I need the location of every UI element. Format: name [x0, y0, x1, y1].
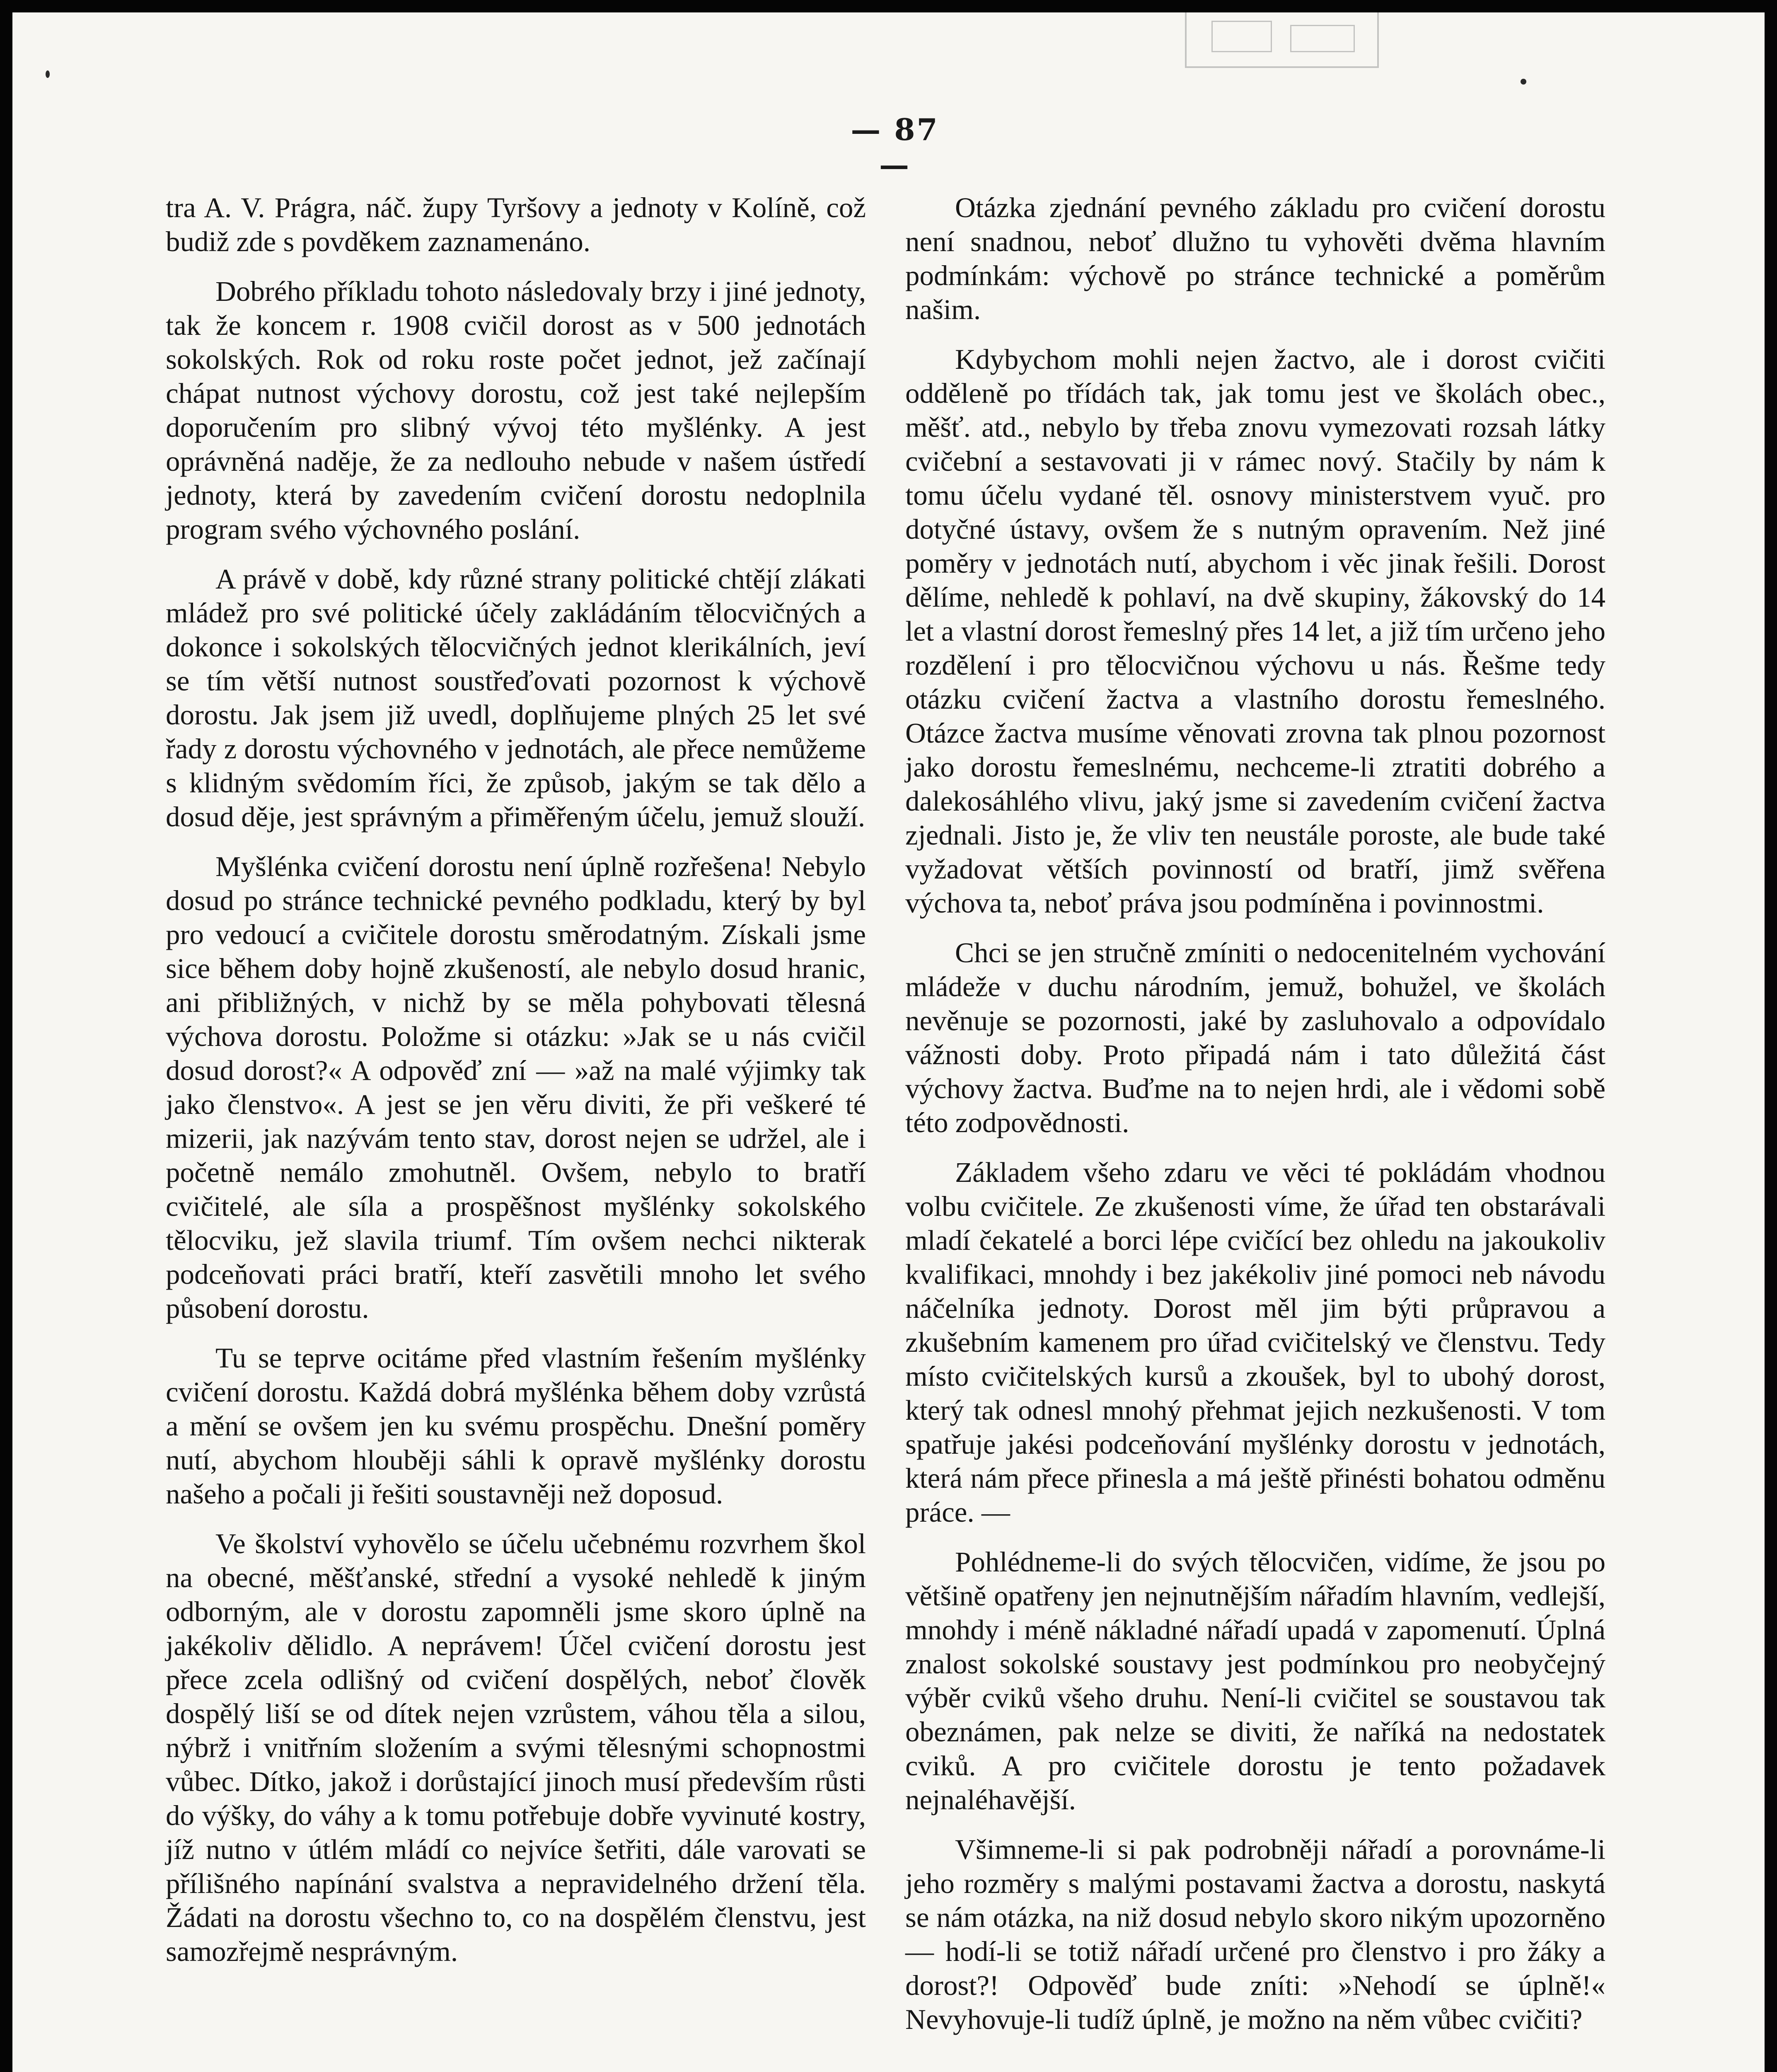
- paragraph: Všimneme-li si pak podrobněji nářadí a porovnáme-li jeho rozměry s malými postavami žactva a dorostu, naskytá se nám otázka, na niž dosud nebylo skoro nikým upozorněno — hodí-li se totiž nářadí určené pro členstvo i pro žáky a dorost?! Odpověď bude zníti: »Nehodí se úplně!« Nevyhovuje-li tudíž úplně, je možno na něm vůbec cvičiti?: [905, 1834, 1605, 2035]
- paragraph: Myšlénka cvičení dorostu není úplně rozřešena! Nebylo dosud po stránce technické pevného podkladu, který by byl pro vedoucí a cvičitele dorostu směrodatným. Získali jsme sice během doby hojně zkušeností, ale nebylo dosud hranic, ani přibližných, v nichž by se měla pohybovati tělesná výchova dorostu. Položme si otázku: »Jak se u nás cvičil dosud dorost?« A odpověď zní — »až na malé výjimky tak jako členstvo«. A jest se jen věru diviti, že při veškeré té mizerii, jak nazývám tento stav, dorost nejen se udržel, ale i početně nemálo zmohutněl. Ovšem, nebylo to bratří cvičitelé, ale síla a prospěšnost myšlénky sokolského tělocviku, jež slavila triumf. Tím ovšem nechci nikterak podceňovati práci bratří, kteří zasvětili mnoho let svého působení dorostu.: [166, 851, 866, 1324]
- page-number: — 87 —: [851, 112, 939, 182]
- paragraph: A právě v době, kdy různé strany politické chtějí zlákati mládež pro své politické účely zakládáním tělocvičných a dokonce i sokolských tělocvičných jednot klerikálních, jeví se tím větší nutnost soustřeďovati pozornost k výchově dorostu. Jak jsem již uvedl, doplňujeme plných 25 let své řady z dorostu výchovného v jednotách, ale přece nemůžeme s klidným svědomím říci, že způsob, jakým se tak dělo a dosud děje, jest správným a přiměřeným účelu, jemuž slouží.: [166, 563, 866, 833]
- paragraph: Kdybychom mohli nejen žactvo, ale i dorost cvičiti odděleně po třídách tak, jak tomu jest ve školách obec., měšť. atd., nebylo by třeba znovu vymezovati rozsah látky cvičební a sestavovati ji v rámec nový. Stačily by nám k tomu účelu vydané těl. osnovy ministerstvem vyuč. pro dotyčné ústavy, ovšem že s nutným opravením. Než jiné poměry v jednotách nutí, abychom i věc jinak řešili. Dorost dělíme, nehledě k pohlaví, na dvě skupiny, žákovský do 14 let a vlastní dorost řemeslný přes 14 let, a již tím určeno jeho rozdělení i pro tělocvičnou výchovu u nás. Řešme tedy otázku cvičení žactva a vlastního dorostu řemeslného. Otázce žactva musíme věnovati zrovna tak plnou pozornost jako dorostu řemeslnému, nechceme-li ztratiti dobrého a dalekosáhlého vlivu, jaký jsme si zavedením cvičení žactva zjednali. Jisto je, že vliv ten neustále poroste, ale bude také vyžadovat větších povinností od bratří, jimž svěřena výchova ta, neboť práva jsou podmíněna i povinnostmi.: [905, 344, 1605, 919]
- paragraph: Ve školství vyhovělo se účelu učebnému rozvrhem škol na obecné, měšťanské, střední a vysoké nehledě k jiným odborným, ale v dorostu zapomněli jsme skoro úplně na jakékoliv dělidlo. A neprávem! Účel cvičení dorostu jest přece zcela odlišný od cvičení dospělých, neboť člověk dospělý liší se od dítek nejen vzrůstem, váhou těla a silou, nýbrž i vnitřním složením a svými tělesnými schopnostmi vůbec. Dítko, jakož i dorůstající jinoch musí především růsti do výšky, do váhy a k tomu potřebuje dobře vyvinuté kostry, jíž nutno v útlém mládí co nejvíce šetřiti, dále varovati se přílišného napínání svalstva a nepravidelného držení těla. Žádati na dorostu všechno to, co na dospělém členstvu, jest samozřejmě nesprávným.: [166, 1528, 866, 1967]
- paragraph: Pohlédneme-li do svých tělocvičen, vidíme, že jsou po většině opatřeny jen nejnutnějším nářadím hlavním, vedlejší, mnohdy i méně nákladné nářadí upadá v zapomenutí. Úplná znalost sokolské soustavy jest podmínkou pro neobyčejný výběr cviků všeho druhu. Není-li cvičitel se soustavou tak obeznámen, pak nelze se diviti, že naříká na nedostatek cviků. A pro cvičitele dorostu je tento požadavek nejnaléhavější.: [905, 1546, 1605, 1815]
- scan-border-right: [1765, 0, 1777, 2072]
- scan-border-top: [0, 0, 1777, 12]
- paragraph: tra A. V. Prágra, náč. župy Tyršovy a jednoty v Kolíně, což budiž zde s povděkem zaznamenáno.: [166, 192, 866, 257]
- library-stamp-mark: [1185, 12, 1379, 68]
- scan-speck: [46, 70, 50, 78]
- paragraph: Otázka zjednání pevného základu pro cvičení dorostu není snadnou, neboť dlužno tu vyhověti dvěma hlavním podmínkám: výchově po stránce technické a poměrům našim.: [905, 192, 1605, 325]
- scanned-page: [12, 12, 1765, 2072]
- paragraph: Chci se jen stručně zmíniti o nedocenitelném vychování mládeže v duchu národním, jemuž, bohužel, ve školách nevěnuje se pozornosti, jaké by zasluhovalo a odpovídalo vážnosti doby. Proto připadá nám i tato důležitá část výchovy žactva. Buďme na to nejen hrdi, ale i vědomi sobě této zodpovědnosti.: [905, 937, 1605, 1138]
- left-text-column: [166, 191, 866, 1968]
- scan-speck: [1521, 79, 1526, 85]
- right-text-column: [905, 191, 1605, 2036]
- paragraph: Dobrého příkladu tohoto následovaly brzy i jiné jednoty, tak že koncem r. 1908 cvičil dorost as v 500 jednotách sokolských. Rok od roku roste počet jednot, jež začínají chápat nutnost výchovy dorostu, což jest také nejlepším doporučením pro slibný vývoj této myšlénky. A jest oprávněná naděje, že za nedlouho nebude v našem ústředí jednoty, která by zavedením cvičení dorostu nedoplnila program svého výchovného poslání.: [166, 276, 866, 545]
- scan-border-left: [0, 0, 12, 2072]
- paragraph: Základem všeho zdaru ve věci té pokládám vhodnou volbu cvičitele. Ze zkušenosti víme, že úřad ten obstarávali mladí čekatelé a borci lépe cvičící bez ohledu na jakoukoliv kvalifikaci, mnohdy i bez jakékoliv jiné pomoci neb návodu náčelníka jednoty. Dorost měl jim býti průpravou a zkušebním kamenem pro úřad cvičitelský ve členstvu. Tedy místo cvičitelských kursů a zkoušek, byl to ubohý dorost, který tak odnesl mnohý přehmat jejich nezkušenosti. V tom spatřuje jakési podceňování myšlénky dorostu v jednotách, která nám přece přinesla a má ještě přinésti bohatou odměnu práce. —: [905, 1157, 1605, 1528]
- paragraph: Tu se teprve ocitáme před vlastním řešením myšlénky cvičení dorostu. Každá dobrá myšlénka během doby vzrůstá a mění se ovšem jen ku svému prospěchu. Dnešní poměry nutí, abychom hlouběji sáhli k opravě myšlénky dorostu našeho a počali ji řešiti soustavněji než doposud.: [166, 1342, 866, 1510]
